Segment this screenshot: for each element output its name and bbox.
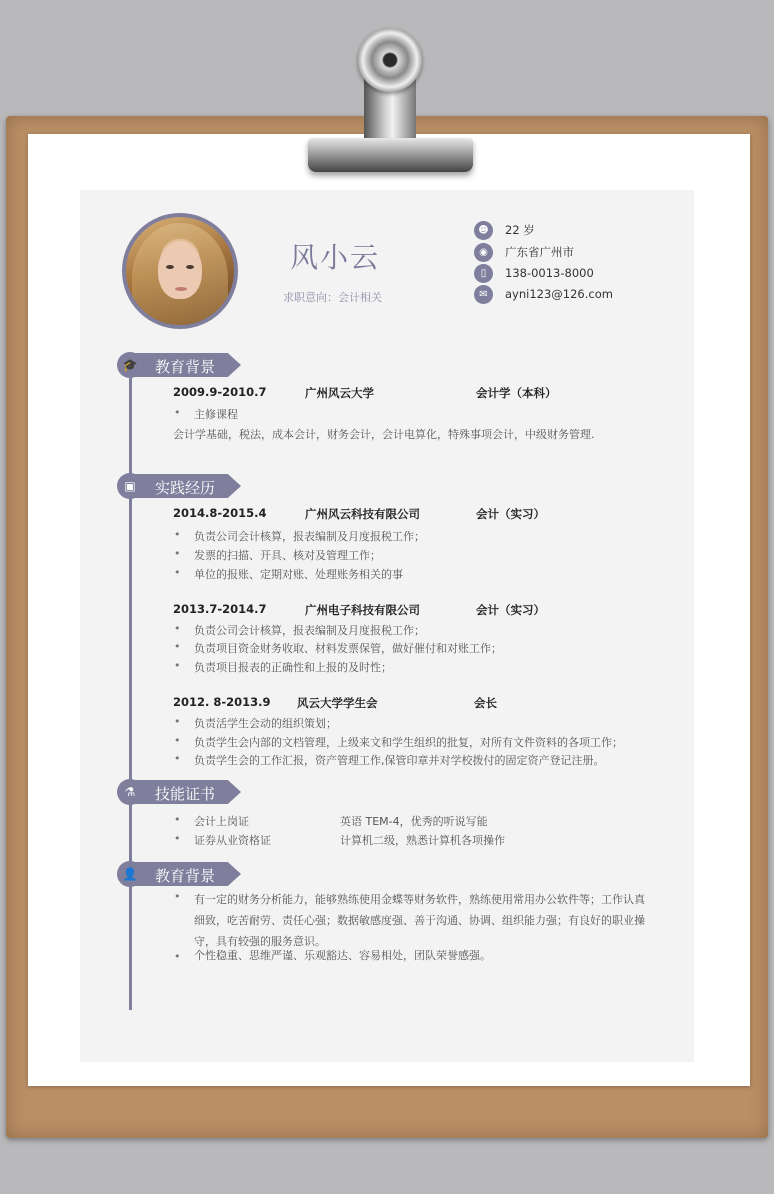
info-location: ◉ 广东省广州市 <box>474 242 574 262</box>
list-item: • 证券从业资格证 <box>174 832 271 848</box>
bullet-icon: • <box>174 950 181 963</box>
skill-detail: 英语 TEM-4，优秀的听说写能 <box>340 815 488 828</box>
edu-school: 广州风云大学 <box>305 386 374 400</box>
edu-courses: 会计学基础，税法，成本会计，财务会计，会计电算化，特殊事项会计，中级财务管理. <box>173 428 595 441</box>
list-item: • 负责项目资金财务收取、材料发票保管，做好催付和对账工作； <box>174 640 502 656</box>
job-org: 广州风云科技有限公司 <box>305 507 420 521</box>
self-paragraph: 个性稳重、思维严谨、乐观豁达、容易相处，团队荣誉感强。 <box>194 949 491 962</box>
phone-icon: ▯ <box>474 264 493 283</box>
edu-date: 2009.9-2010.7 <box>173 385 267 399</box>
list-item: • 负责项目报表的正确性和上报的及时性； <box>174 659 392 675</box>
candidate-name: 风小云 <box>290 241 381 274</box>
list-item: • 会计上岗证 <box>174 813 249 829</box>
info-email: ✉ ayni123@126.com <box>474 284 613 304</box>
bullet-icon: • <box>174 890 181 903</box>
job-role: 会计（实习） <box>476 507 545 521</box>
self-paragraph: 有一定的财务分析能力，能够熟练使用金蝶等财务软件，熟练使用常用办公软件等；工作认真细致，吃苦耐劳、责任心强；数据敏感度强、善于沟通、协调、组织能力强；有良好的职业操守，具有较强的服务意识。 <box>194 893 645 948</box>
job-role: 会计（实习） <box>476 603 545 617</box>
job-date: 2012. 8-2013.9 <box>173 695 271 709</box>
mail-icon: ✉ <box>474 285 493 304</box>
briefcase-icon: ▣ <box>117 473 143 499</box>
list-item: • 负责活学生会动的组织策划； <box>174 715 337 731</box>
flask-icon: ⚗ <box>117 779 143 805</box>
list-item: • 负责学生会内部的文档管理，上级来文和学生组织的批复，对所有文件资料的各项工作； <box>174 734 623 750</box>
job-org: 广州电子科技有限公司 <box>305 603 420 617</box>
person-icon: ☻ <box>474 221 493 240</box>
list-item: • 主修课程 <box>174 406 238 422</box>
job-role: 会长 <box>474 696 497 710</box>
info-age: ☻ 22 岁 <box>474 220 535 240</box>
job-intent: 求职意向：会计相关 <box>283 291 382 304</box>
binder-clip-icon <box>308 138 473 172</box>
timeline-line <box>129 358 132 1010</box>
clip-ring-icon <box>358 28 422 92</box>
graduation-cap-icon: 🎓 <box>117 352 143 378</box>
info-phone: ▯ 138-0013-8000 <box>474 263 594 283</box>
avatar <box>122 213 238 329</box>
list-item: • 负责学生会的工作汇报，资产管理工作,保管印章并对学校拨付的固定资产登记注册。 <box>174 752 605 768</box>
list-item: • 负责公司会计核算，报表编制及月度报税工作； <box>174 528 425 544</box>
job-date: 2013.7-2014.7 <box>173 602 267 616</box>
edu-major: 会计学（本科） <box>476 386 557 400</box>
user-icon: 👤 <box>117 861 143 887</box>
job-date: 2014.8-2015.4 <box>173 506 267 520</box>
location-icon: ◉ <box>474 243 493 262</box>
job-org: 风云大学学生会 <box>297 696 378 710</box>
list-item: • 单位的报账、定期对账、处理账务相关的事 <box>174 566 403 582</box>
list-item: • 发票的扫描、开具、核对及管理工作； <box>174 547 381 563</box>
list-item: • 负责公司会计核算，报表编制及月度报税工作； <box>174 622 425 638</box>
skill-detail: 计算机二级，熟悉计算机各项操作 <box>340 834 505 847</box>
